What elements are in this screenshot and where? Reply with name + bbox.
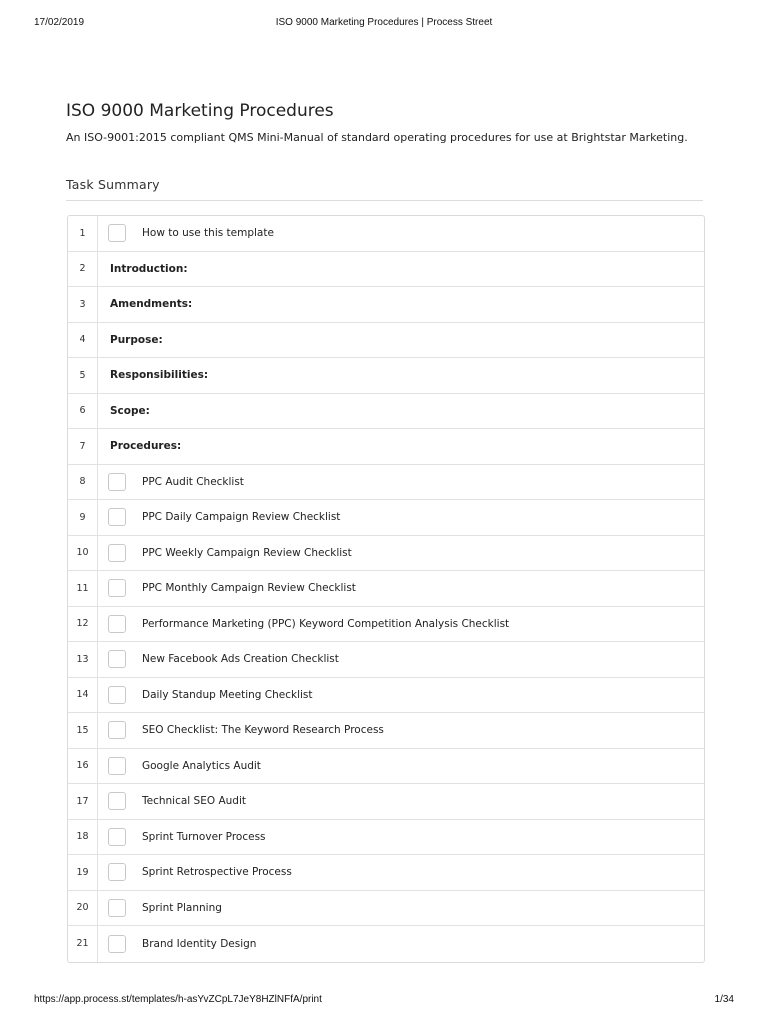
task-row[interactable]: [68, 571, 704, 607]
task-checkbox[interactable]: [108, 508, 126, 526]
task-number: 19: [68, 855, 98, 890]
task-checkbox[interactable]: [108, 473, 126, 491]
task-checkbox[interactable]: [108, 686, 126, 704]
task-body: [98, 899, 704, 917]
task-body: [98, 721, 704, 739]
task-checkbox[interactable]: [108, 792, 126, 810]
task-checkbox[interactable]: [108, 579, 126, 597]
task-body: [98, 863, 704, 881]
task-body: [98, 686, 704, 704]
task-checkbox[interactable]: [108, 224, 126, 242]
print-date: 17/02/2019: [34, 17, 85, 28]
task-row[interactable]: [68, 749, 704, 785]
task-body: [98, 440, 704, 452]
task-body: [98, 298, 704, 310]
task-row[interactable]: [68, 891, 704, 927]
task-body: [98, 544, 704, 562]
task-label: PPC Monthly Campaign Review Checklist: [142, 582, 356, 595]
task-number: 2: [68, 252, 98, 287]
task-label: Sprint Retrospective Process: [142, 866, 292, 879]
task-body: [98, 757, 704, 775]
task-number: 3: [68, 287, 98, 322]
task-checkbox[interactable]: [108, 899, 126, 917]
task-checkbox[interactable]: [108, 863, 126, 881]
task-body: [98, 405, 704, 417]
task-checkbox[interactable]: [108, 544, 126, 562]
task-row[interactable]: [68, 216, 704, 252]
task-row[interactable]: [68, 642, 704, 678]
task-body: [98, 224, 704, 242]
document-title: ISO 9000 Marketing Procedures: [66, 101, 334, 121]
task-body: [98, 650, 704, 668]
task-number: 13: [68, 642, 98, 677]
task-checkbox[interactable]: [108, 615, 126, 633]
task-row[interactable]: [68, 678, 704, 714]
task-body: [98, 579, 704, 597]
section-divider: [66, 200, 703, 201]
task-label: Sprint Planning: [142, 901, 222, 914]
task-number: 4: [68, 323, 98, 358]
task-row[interactable]: [68, 713, 704, 749]
task-row[interactable]: [68, 536, 704, 572]
task-heading-row[interactable]: [68, 287, 704, 323]
task-number: 21: [68, 926, 98, 962]
task-label: How to use this template: [142, 227, 274, 240]
task-number: 1: [68, 216, 98, 251]
task-number: 18: [68, 820, 98, 855]
task-body: [98, 263, 704, 275]
task-body: [98, 473, 704, 491]
task-number: 7: [68, 429, 98, 464]
task-label: Procedures:: [110, 440, 182, 453]
task-number: 14: [68, 678, 98, 713]
task-label: Google Analytics Audit: [142, 759, 261, 772]
print-header: [0, 17, 768, 31]
task-body: [98, 935, 704, 953]
task-row[interactable]: [68, 855, 704, 891]
task-number: 8: [68, 465, 98, 500]
task-number: 10: [68, 536, 98, 571]
task-label: New Facebook Ads Creation Checklist: [142, 653, 339, 666]
task-row[interactable]: [68, 465, 704, 501]
task-heading-row[interactable]: [68, 394, 704, 430]
task-number: 11: [68, 571, 98, 606]
document-subtitle: An ISO-9001:2015 compliant QMS Mini-Manual of standard operating procedures for use at Brightstar Marketing.: [66, 131, 688, 144]
task-checkbox[interactable]: [108, 650, 126, 668]
task-heading-row[interactable]: [68, 358, 704, 394]
task-label: Purpose:: [110, 333, 163, 346]
task-checkbox[interactable]: [108, 935, 126, 953]
task-body: [98, 334, 704, 346]
task-label: Brand Identity Design: [142, 937, 257, 950]
page-counter: 1/34: [714, 994, 734, 1005]
task-body: [98, 828, 704, 846]
task-label: Daily Standup Meeting Checklist: [142, 688, 313, 701]
task-label: PPC Daily Campaign Review Checklist: [142, 511, 341, 524]
task-body: [98, 369, 704, 381]
task-label: Amendments:: [110, 298, 193, 311]
task-label: Introduction:: [110, 262, 188, 275]
task-row[interactable]: [68, 784, 704, 820]
print-page-title: ISO 9000 Marketing Procedures | Process Street: [275, 17, 493, 28]
task-label: Performance Marketing (PPC) Keyword Competition Analysis Checklist: [142, 617, 510, 630]
task-row[interactable]: [68, 607, 704, 643]
print-url: https://app.process.st/templates/h-asYvZCpL7JeY8HZlNFfA/print: [34, 994, 322, 1005]
print-footer: [0, 994, 768, 1008]
task-label: PPC Weekly Campaign Review Checklist: [142, 546, 352, 559]
task-heading-row[interactable]: [68, 252, 704, 288]
task-label: PPC Audit Checklist: [142, 475, 244, 488]
task-checkbox[interactable]: [108, 757, 126, 775]
task-number: 17: [68, 784, 98, 819]
task-row[interactable]: [68, 926, 704, 962]
task-body: [98, 615, 704, 633]
task-number: 6: [68, 394, 98, 429]
task-number: 9: [68, 500, 98, 535]
task-number: 12: [68, 607, 98, 642]
task-label: Sprint Turnover Process: [142, 830, 266, 843]
task-body: [98, 792, 704, 810]
task-summary-table: [67, 215, 705, 963]
task-checkbox[interactable]: [108, 828, 126, 846]
task-label: Scope:: [110, 404, 150, 417]
task-row[interactable]: [68, 500, 704, 536]
task-row[interactable]: [68, 820, 704, 856]
task-label: Responsibilities:: [110, 369, 209, 382]
task-label: SEO Checklist: The Keyword Research Process: [142, 724, 384, 737]
task-checkbox[interactable]: [108, 721, 126, 739]
task-body: [98, 508, 704, 526]
task-number: 5: [68, 358, 98, 393]
task-heading-row[interactable]: [68, 429, 704, 465]
task-label: Technical SEO Audit: [142, 795, 246, 808]
task-number: 20: [68, 891, 98, 926]
task-number: 16: [68, 749, 98, 784]
task-summary-heading: Task Summary: [66, 177, 160, 192]
task-heading-row[interactable]: [68, 323, 704, 359]
task-number: 15: [68, 713, 98, 748]
